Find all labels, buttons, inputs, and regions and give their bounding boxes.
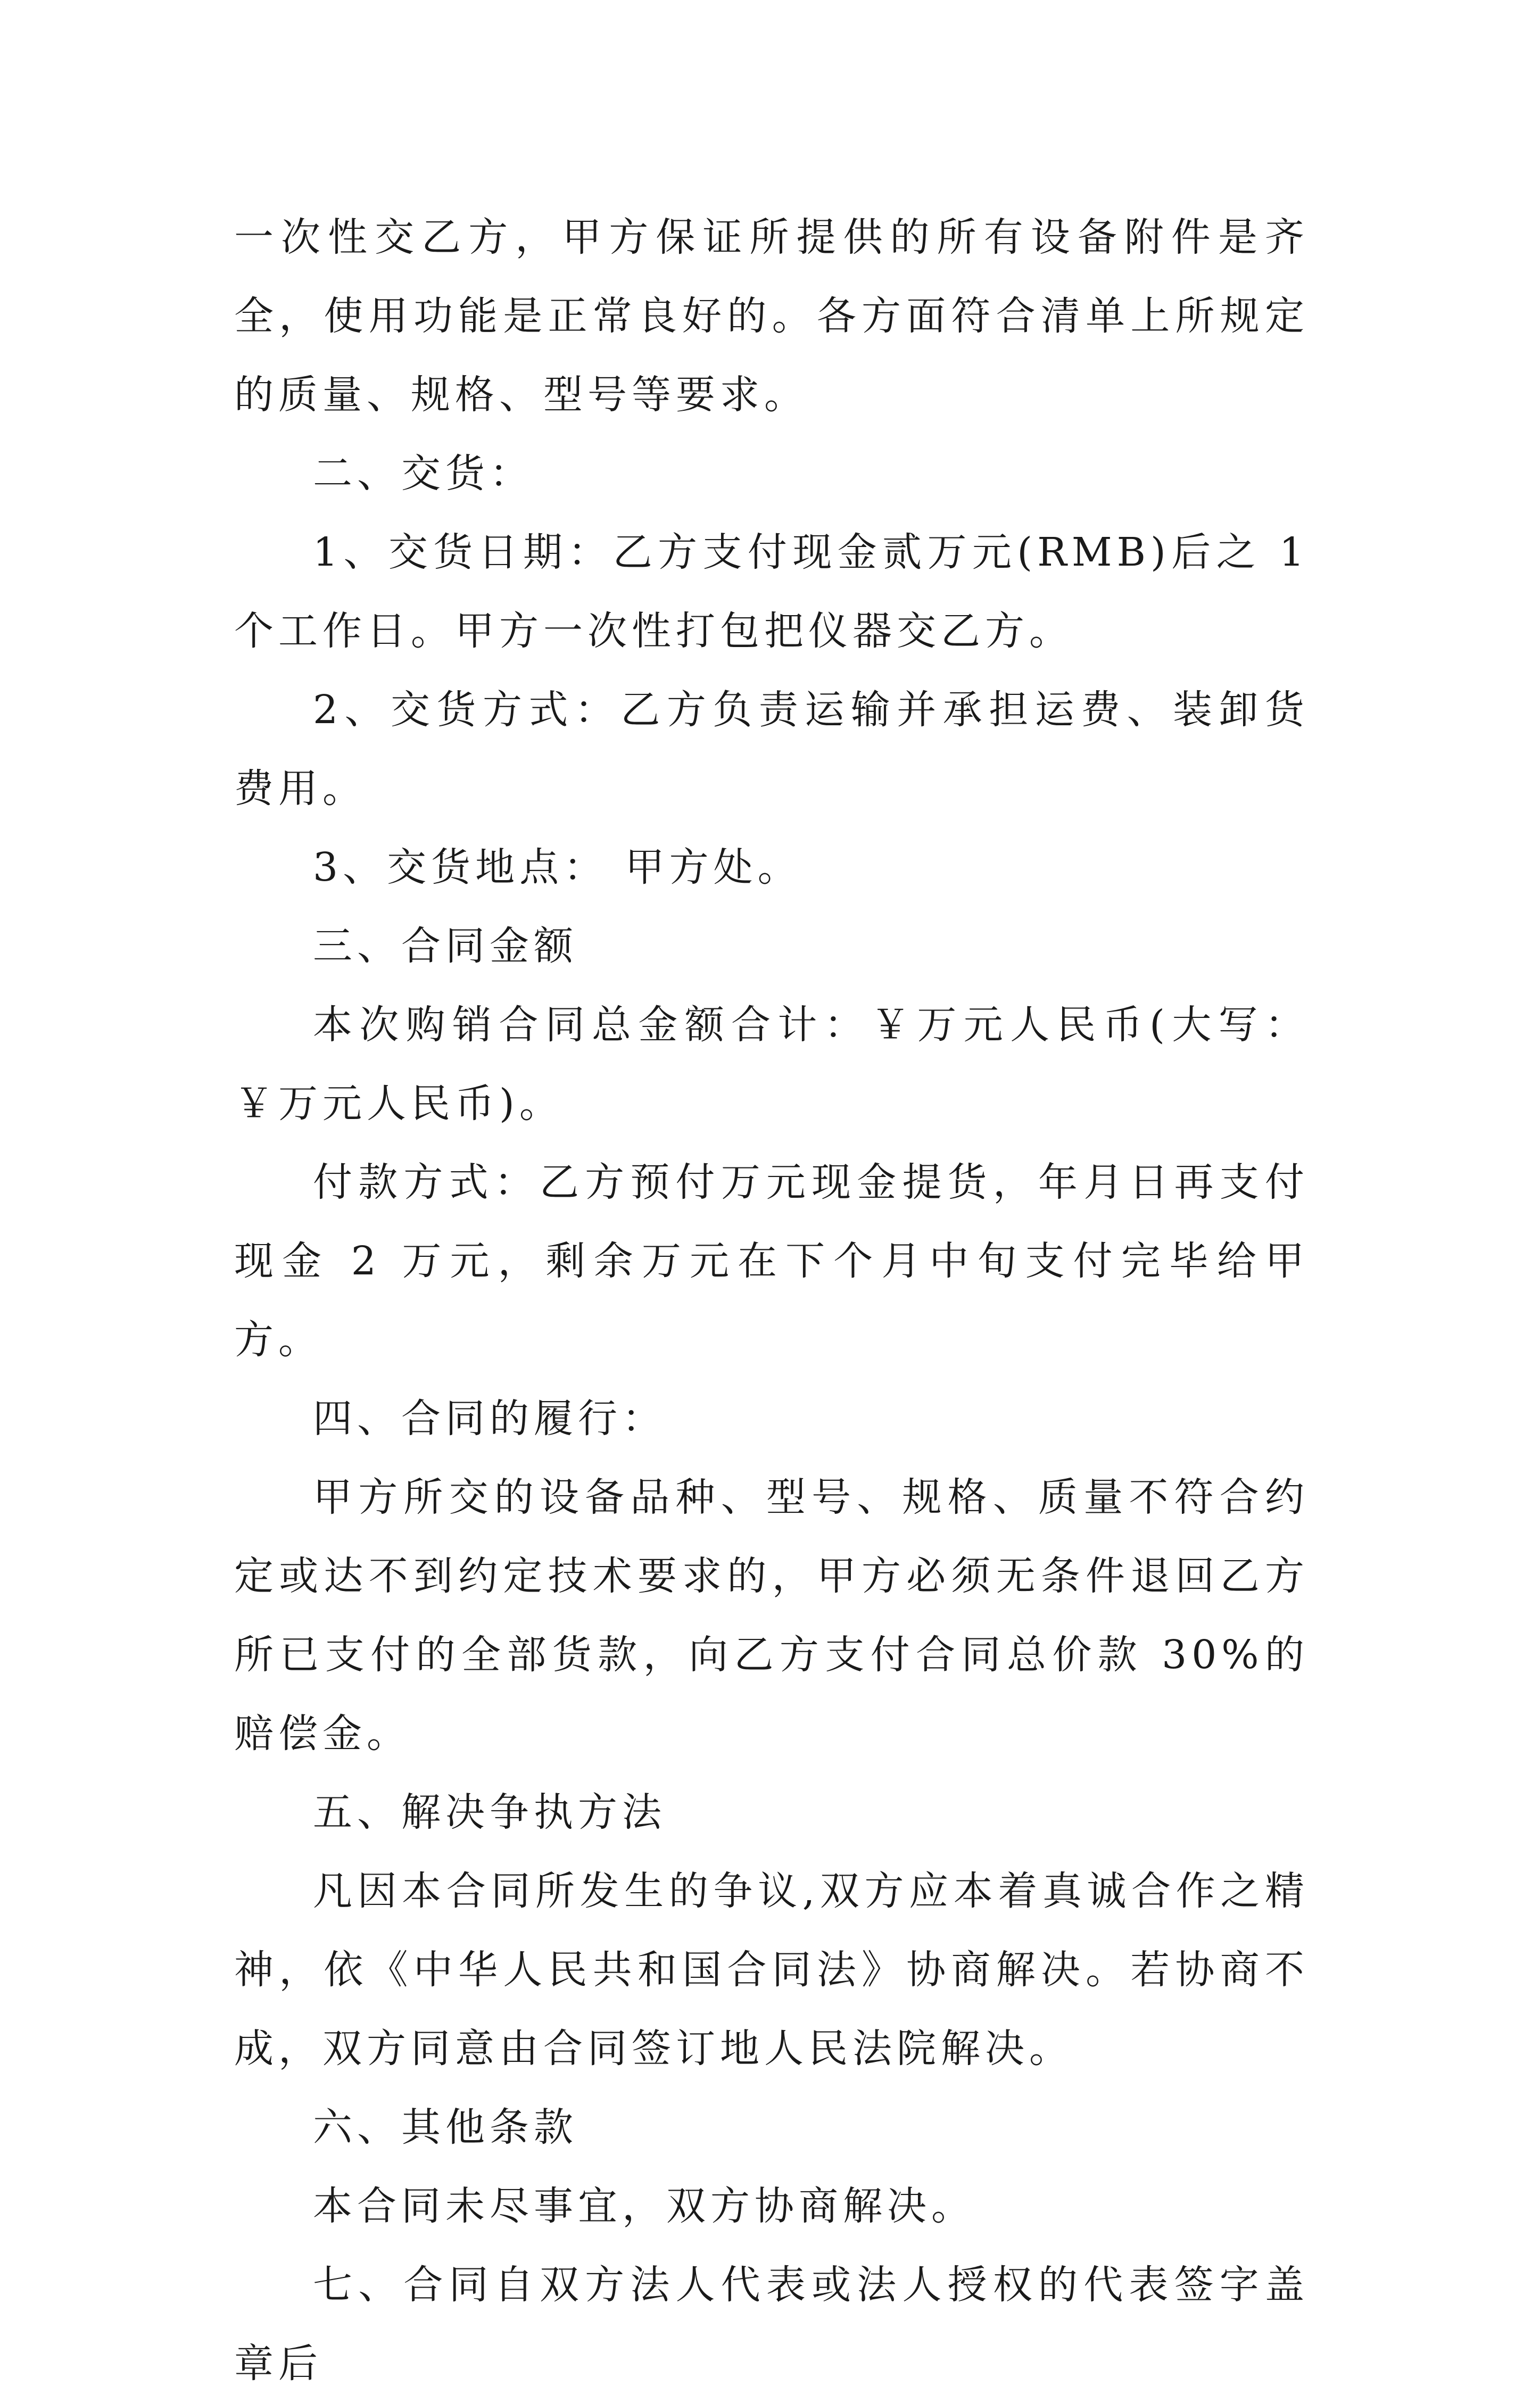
heading-delivery: 二、交货：: [313, 451, 534, 496]
heading-other-terms: 六、其他条款: [313, 2104, 578, 2150]
paragraph-effective-clause: 七、合同自双方法人代表或法人授权的代表签字盖章后: [234, 2262, 1309, 2387]
heading-contract-amount: 三、合同金额: [313, 923, 578, 969]
paragraph-payment-method: 付款方式：乙方预付万元现金提货，年月日再支付现金 2 万元，剩余万元在下个月中旬支付完毕给甲方。: [234, 1159, 1309, 1363]
paragraph-other-terms: 本合同未尽事宜，双方协商解决。: [313, 2183, 975, 2229]
document-body: [234, 198, 1309, 2403]
heading-contract-performance: 四、合同的履行：: [313, 1396, 666, 1441]
paragraph-delivery-date: 1、交货日期：乙方支付现金贰万元(RMB)后之 1 个工作日。甲方一次性打包把仪器交乙方。: [234, 529, 1309, 654]
paragraph-performance-terms: 甲方所交的设备品种、型号、规格、质量不符合约定或达不到约定技术要求的，甲方必须无条件退回乙方所已支付的全部货款，向乙方支付合同总价款 30%的赔偿金。: [234, 1474, 1309, 1756]
paragraph-dispute-terms: 凡因本合同所发生的争议,双方应本着真诚合作之精神，依《中华人民共和国合同法》协商解决。若协商不成，双方同意由合同签订地人民法院解决。: [234, 1868, 1309, 2071]
heading-dispute-resolution: 五、解决争执方法: [313, 1789, 666, 1835]
paragraph-equipment-guarantee: 一次性交乙方，甲方保证所提供的所有设备附件是齐全，使用功能是正常良好的。各方面符合清单上所规定的质量、规格、型号等要求。: [234, 214, 1309, 418]
paragraph-delivery-method: 2、交货方式：乙方负责运输并承担运费、装卸货费用。: [234, 687, 1309, 811]
paragraph-delivery-location: 3、交货地点： 甲方处。: [313, 844, 802, 890]
paragraph-total-amount: 本次购销合同总金额合计：￥万元人民币(大写：￥万元人民币)。: [234, 1002, 1309, 1126]
